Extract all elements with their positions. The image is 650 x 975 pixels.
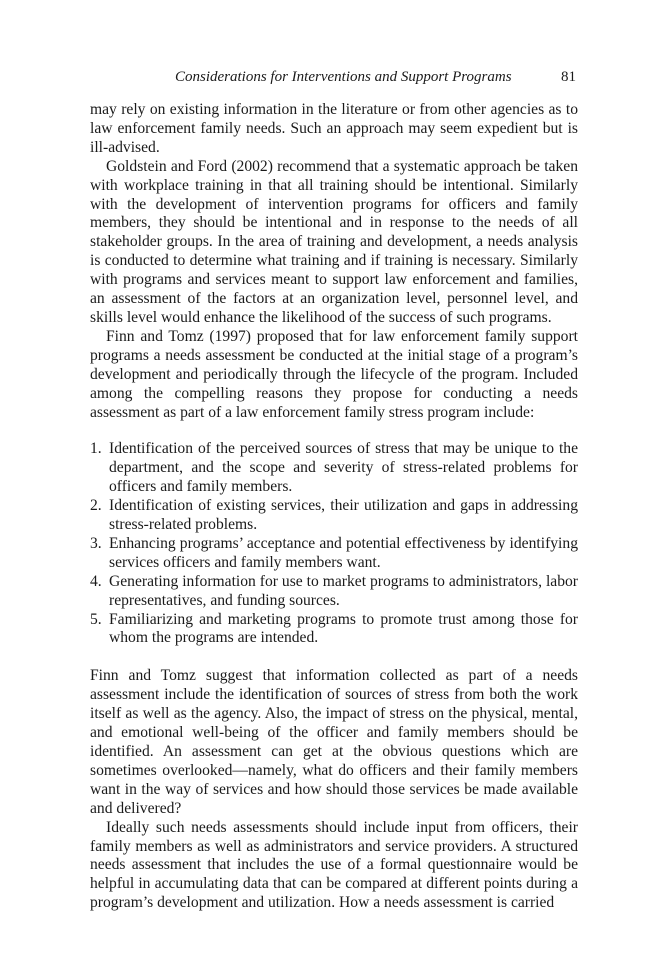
page-number: 81 <box>561 69 576 85</box>
list-item-text: Familiarizing and marketing programs to promote trust among those for whom the programs are intended. <box>109 610 578 647</box>
running-head <box>90 68 578 87</box>
list-item-text: Identification of the perceived sources of stress that may be unique to the department, and the scope and severity of stress-related problems for officers and family members. <box>109 440 578 496</box>
list-item <box>90 497 578 535</box>
list-item <box>90 440 578 497</box>
paragraph-ideal-assessment: Ideally such needs assessments should include input from officers, their family members as well as administrators and service providers. A structured needs assessment that includes the use of a formal questionnaire would be helpful in accumulating data that can be compared at different points during a program’s development and utilization. How a needs assessment is carried <box>90 818 578 912</box>
list-item-number: 5. <box>90 610 102 628</box>
list-item <box>90 535 578 573</box>
list-item <box>90 573 578 611</box>
paragraph-continued: may rely on existing information in the literature or from other agencies as to law enforcement family needs. Such an approach may seem expedient but is ill-advised. <box>90 101 578 156</box>
list-item-number: 2. <box>90 497 102 515</box>
list-item-number: 4. <box>90 572 102 590</box>
list-item-text: Enhancing programs’ acceptance and potential effectiveness by identifying services officers and family members want. <box>109 534 578 571</box>
paragraph-information-collected: Finn and Tomz suggest that information collected as part of a needs assessment include the identification of sources of stress from both the work itself as well as the agency. Also, the impact of stress on the physical, mental, and emotional well-being of the officer and family members should be identified. An assessment can get at the obvious questions which are sometimes overlooked—namely, what do officers and their family members want in the way of services and how should those services be made available and delivered? <box>90 667 578 817</box>
paragraph-goldstein-ford: Goldstein and Ford (2002) recommend that a systematic approach be taken with workplace training in that all training should be intentional. Similarly with the development of intervention programs for officers and family members, they should be intentional and in response to the needs of all stakeholder groups. In the area of training and development, a needs analysis is conducted to determine what training and if training is necessary. Similarly with programs and services meant to support law enforcement and families, an assessment of the factors at an organization level, personnel level, and skills level would enhance the likelihood of the success of such programs. <box>90 157 578 326</box>
paragraph-finn-tomz-proposal: Finn and Tomz (1997) proposed that for law enforcement family support programs a needs assessment be conducted at the initial stage of a program’s development and periodically through the lifecycle of the program. Included among the compelling reasons they propose for conducting a needs assessment as part of a law enforcement family stress program include: <box>90 327 578 421</box>
list-item-text: Generating information for use to market programs to administrators, labor representatives, and funding sources. <box>109 572 578 609</box>
reasons-list <box>90 440 578 648</box>
list-item-number: 1. <box>90 440 102 458</box>
list-item <box>90 611 578 649</box>
page-body <box>90 101 578 913</box>
list-item-number: 3. <box>90 534 102 552</box>
list-item-text: Identification of existing services, their utilization and gaps in addressing stress-related problems. <box>109 497 578 534</box>
running-title: Considerations for Interventions and Support Programs <box>175 69 512 85</box>
